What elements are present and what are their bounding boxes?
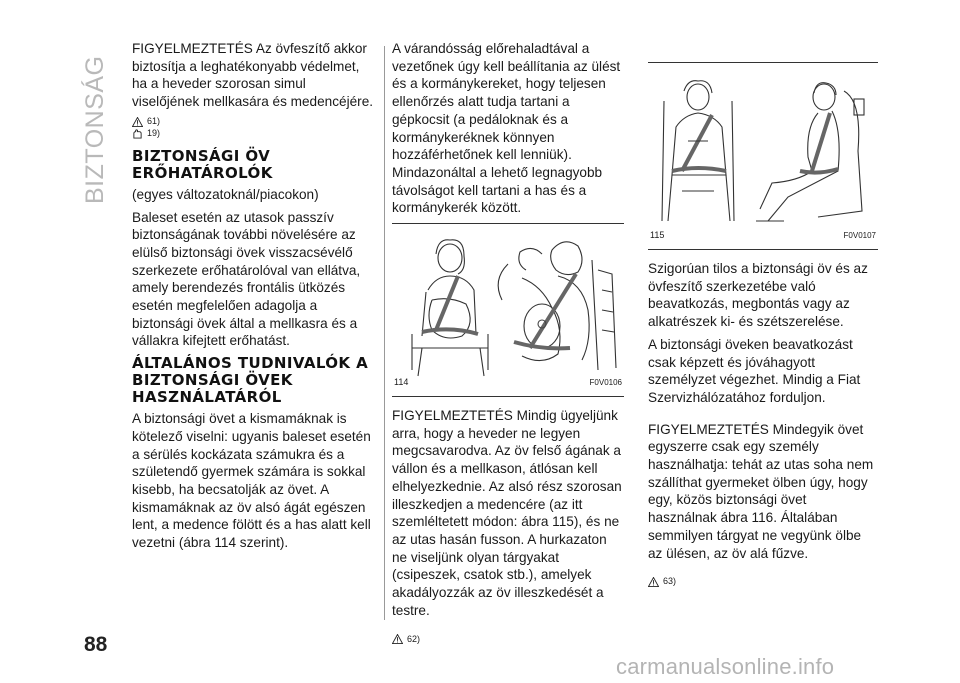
section-title-vertical (81, 54, 110, 204)
paragraph-pregnant: A biztonsági övet a kismamáknak is kötelező viselni: ugyanis baleset esetén a sérülés kockázata számukra és a születendő gyermek számára is sokkal kisebb, ha becsatolják az övet. A kismamáknak az öv alsó ágát egészen lent, a medence fölött és a has alatt kell vezetni (ábra 114 szerint). (132, 411, 371, 551)
paragraph-no-tampering: Szigorúan tilos a biztonsági öv és az övfeszítő szerkezetébe való beavatkozás, megbontás vagy az alkatrészek ki- és szétszerelése. (648, 261, 868, 330)
warning-ref-number: 62) (407, 633, 421, 644)
warning-ref-number: 63) (663, 576, 677, 587)
column-1 (132, 40, 374, 557)
warning-ref (132, 116, 374, 128)
caution-ref (132, 128, 374, 140)
warning-ref (648, 576, 878, 588)
warning-paragraph: FIGYELMEZTETÉS Az övfeszítő akkor biztosítja a leghatékonyabb védelmet, ha a heveder szorosan simul viselőjének mellkasára és medencéjére. (132, 41, 374, 110)
figure-number: 114 (394, 377, 409, 388)
figure-code: F0V0106 (589, 378, 622, 388)
seatbelt-positioning-illustration (648, 71, 878, 231)
paragraph-qualified-staff: A biztonsági öveken beavatkozást csak képzett és jóváhagyott személyzet végezhet. Mindig a Fiat Szervizhálózatához forduljon. (648, 336, 861, 405)
figure-115 (648, 62, 878, 250)
warning-paragraph-one-person: FIGYELMEZTETÉS Mindegyik övet egyszerre csak egy személy használhatja: tehát az utas soha nem szállíthat gyermeket ölben úgy, hogy egy, közös biztonsági övet használnak ábra 116. Általában semmilyen tárgyat ne vegyünk ölbe az ülésen, az öv alá fűzve. (648, 421, 874, 561)
paragraph-steering-distance: A várandósság előrehaladtával a vezetőnek úgy kell beállítania az ülést és a kormánykereket, hogy teljesen ellenőrzés alatt tudja tartani a gépkocsit (a pedáloknak és a kormánykeréknek könnyen hozzáférhetőnek kell lenniük). Mindazonáltal a lehető legnagyobb távolságot kell tartani a has és a kormánykerék között. (392, 41, 621, 216)
warning-paragraph-twist: FIGYELMEZTETÉS Mindig ügyeljünk arra, hogy a heveder ne legyen megcsavarodva. Az öv felső ágának a vállon és a mellkason, átlósan kell elhelyezkednie. Az alsó rész szorosan illeszkedjen a medencére (az itt szemléltetett módon: ábra 115), és ne az utas hasán fusson. A hurkazaton ne viseljünk olyan tárgyakat (csipeszek, csatok stb.), amelyek akadályozzák az öv illeszkedését a testre. (392, 408, 622, 618)
section-title: BIZTONSÁG (81, 55, 109, 204)
column-divider (384, 46, 385, 620)
figure-114 (392, 223, 624, 397)
heading-general-info: ÁLTALÁNOS TUDNIVALÓK A BIZTONSÁGI ÖVEK HASZNÁLATÁRÓL (132, 354, 369, 407)
warning-triangle-icon (132, 117, 143, 127)
figure-number: 115 (650, 230, 665, 241)
warning-ref (392, 633, 624, 645)
page-number: 88 (84, 633, 108, 656)
figure-code: F0V0107 (843, 231, 876, 241)
pregnant-seatbelt-illustration (392, 230, 624, 380)
warning-triangle-icon (648, 577, 659, 587)
warning-ref-number: 61) (147, 115, 161, 126)
variant-note: (egyes változatoknál/piacokon) (132, 186, 319, 202)
paragraph-force-limiters: Baleset esetén az utasok passzív biztonságának további növelésére az elülső biztonsági övek visszacsévélő szerkezete erőhatárolóval van ellátva, amely berendezés frontális ütközés esetén megfelelően adagolja a biztonsági övek által a mellkasra és a vállakra kifejtett erőhatást. (132, 209, 361, 349)
caution-ref-number: 19) (147, 127, 161, 138)
column-2 (392, 40, 624, 645)
column-3 (648, 40, 878, 588)
heading-force-limiters: BIZTONSÁGI ÖV ERŐHATÁROLÓK (132, 146, 273, 182)
watermark: carmanualsonline.info (616, 654, 835, 679)
warning-triangle-icon (392, 634, 403, 644)
caution-hand-icon (132, 129, 143, 139)
